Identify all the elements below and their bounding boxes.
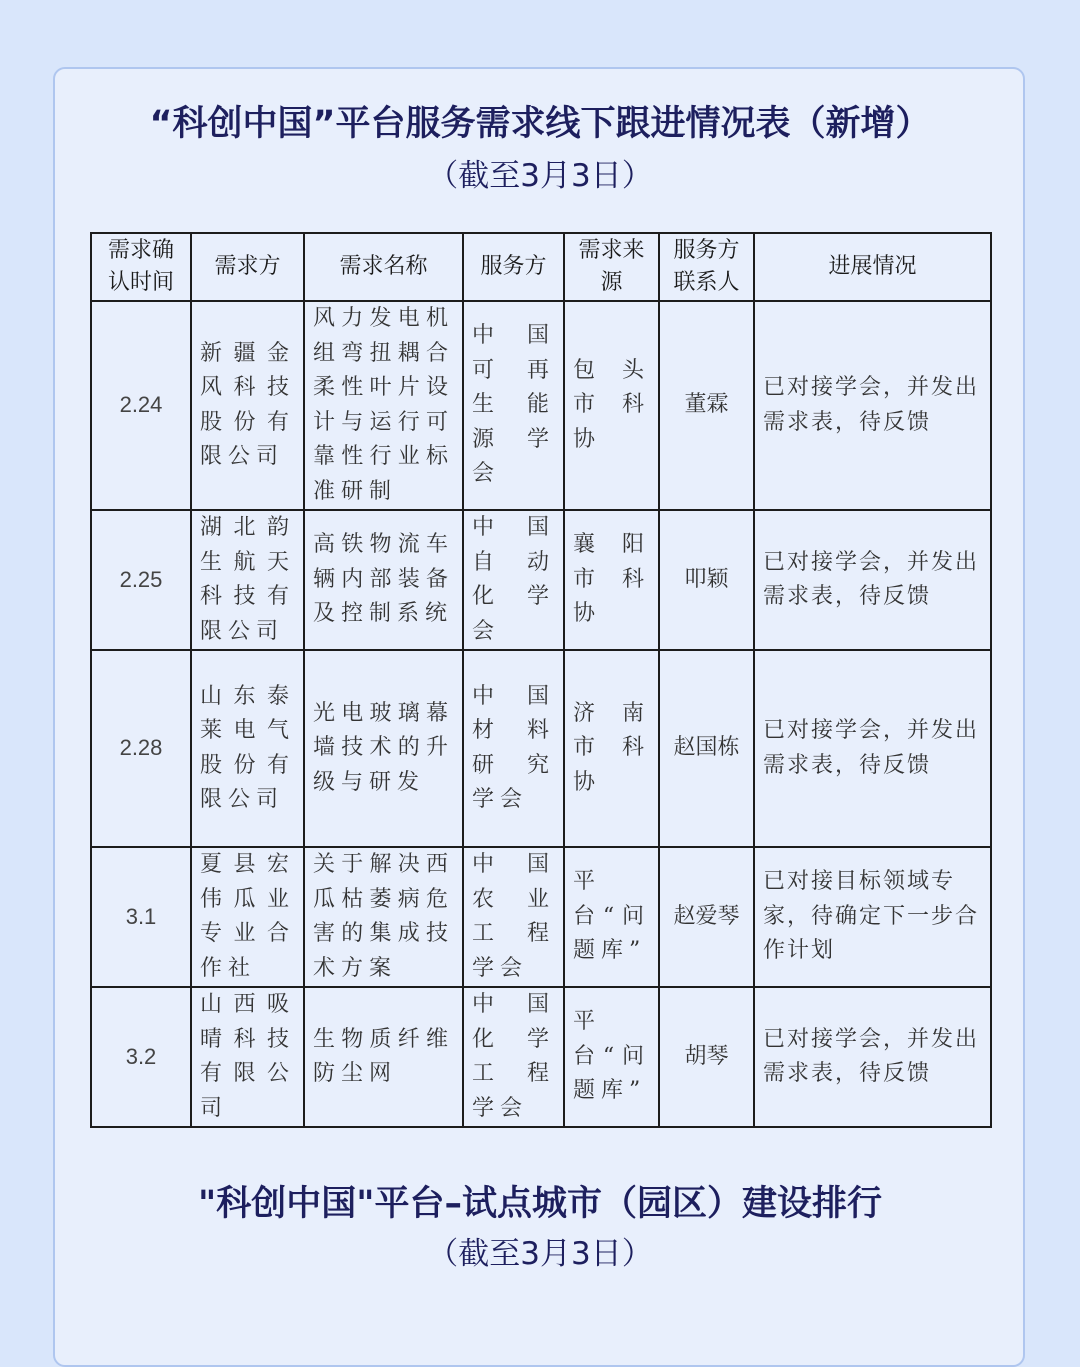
- cell-contact: 赵国栋: [659, 650, 754, 847]
- cell-demand-name: 光电玻璃幕墙技术的升级与研发: [304, 650, 463, 847]
- cell-source: 济南市科协: [564, 650, 659, 847]
- page-title: “科创中国”平台服务需求线下跟进情况表（新增）: [149, 104, 931, 144]
- cell-demander: 山西吸晴科技有限公司: [191, 987, 304, 1127]
- table-row: [91, 510, 991, 650]
- table-row: [91, 301, 991, 510]
- column-header-date: 需求确认时间: [91, 233, 191, 301]
- cell-source: 平台“问题库”: [564, 847, 659, 987]
- cell-contact: 赵爱琴: [659, 847, 754, 987]
- column-header-contact: 服务方联系人: [659, 233, 754, 301]
- page-subtitle-date: （截至3月3日）: [427, 158, 653, 194]
- cell-service-provider: 中国可再生能源学会: [463, 301, 564, 510]
- cell-date: 2.28: [91, 650, 191, 847]
- table-header-row: [91, 233, 991, 301]
- table-row: [91, 847, 991, 987]
- cell-demand-name: 高铁物流车辆内部装备及控制系统: [304, 510, 463, 650]
- cell-demand-name: 风力发电机组弯扭耦合柔性叶片设计与运行可靠性行业标准研制: [304, 301, 463, 510]
- cell-date: 2.24: [91, 301, 191, 510]
- cell-date: 3.2: [91, 987, 191, 1127]
- cell-contact: 董霖: [659, 301, 754, 510]
- cell-demand-name: 关于解决西瓜枯萎病危害的集成技术方案: [304, 847, 463, 987]
- cell-progress: 已对接学会，并发出需求表，待反馈: [754, 650, 991, 847]
- cell-source: 平台“问题库”: [564, 987, 659, 1127]
- cell-contact: 胡琴: [659, 987, 754, 1127]
- column-header-progress: 进展情况: [754, 233, 991, 301]
- column-header-demand-name: 需求名称: [304, 233, 463, 301]
- cell-demander: 山东泰莱电气股份有限公司: [191, 650, 304, 847]
- cell-date: 2.25: [91, 510, 191, 650]
- cell-demand-name: 生物质纤维防尘网: [304, 987, 463, 1127]
- column-header-source: 需求来源: [564, 233, 659, 301]
- section-subtitle-date: （截至3月3日）: [427, 1236, 653, 1272]
- cell-progress: 已对接学会，并发出需求表，待反馈: [754, 510, 991, 650]
- table-row: [91, 650, 991, 847]
- cell-service-provider: 中国化学工程学会: [463, 987, 564, 1127]
- section-title-pilot-city-ranking: "科创中国"平台–试点城市（园区）建设排行: [198, 1184, 882, 1224]
- cell-date: 3.1: [91, 847, 191, 987]
- cell-service-provider: 中国自动化学会: [463, 510, 564, 650]
- cell-progress: 已对接学会，并发出需求表，待反馈: [754, 301, 991, 510]
- cell-service-provider: 中国农业工程学会: [463, 847, 564, 987]
- cell-service-provider: 中国材料研究学会: [463, 650, 564, 847]
- column-header-demander: 需求方: [191, 233, 304, 301]
- table-row: [91, 987, 991, 1127]
- cell-demander: 夏县宏伟瓜业专业合作社: [191, 847, 304, 987]
- demand-tracking-table: [90, 232, 992, 1128]
- cell-progress: 已对接目标领域专家，待确定下一步合作计划: [754, 847, 991, 987]
- column-header-service-provider: 服务方: [463, 233, 564, 301]
- cell-source: 襄阳市科协: [564, 510, 659, 650]
- cell-contact: 叩颖: [659, 510, 754, 650]
- cell-progress: 已对接学会，并发出需求表，待反馈: [754, 987, 991, 1127]
- cell-source: 包头市科协: [564, 301, 659, 510]
- cell-demander: 湖北韵生航天科技有限公司: [191, 510, 304, 650]
- cell-demander: 新疆金风科技股份有限公司: [191, 301, 304, 510]
